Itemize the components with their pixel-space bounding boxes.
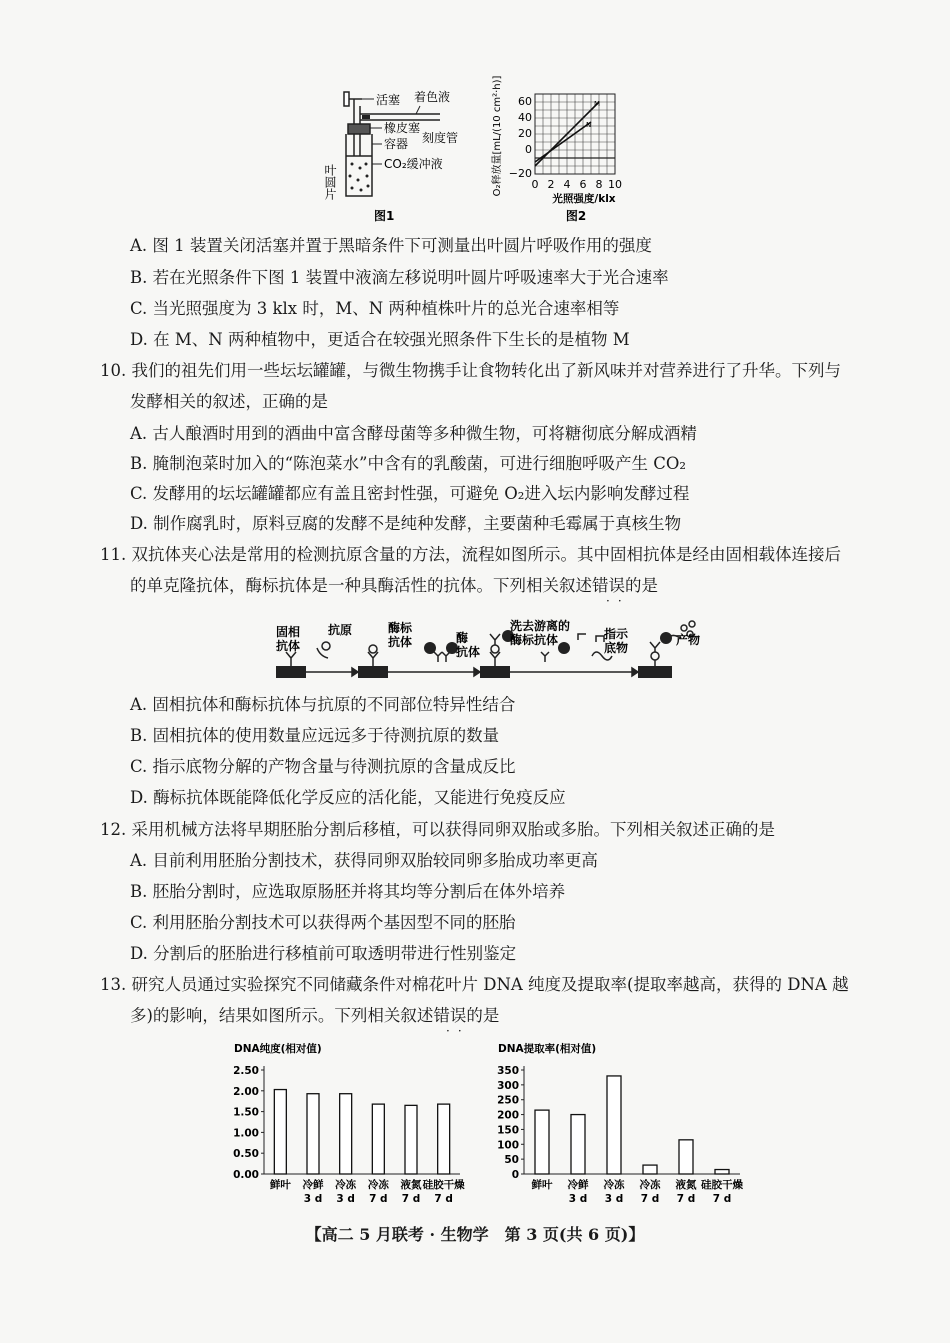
y-tick-label: 250 xyxy=(497,1094,519,1107)
x-tick-label-sub: 7 d xyxy=(434,1193,453,1205)
emphasis-dots: ·· xyxy=(446,1024,470,1038)
label-enzyme-antibody-2: 抗体 xyxy=(388,635,413,649)
q10-stem-line1: 10. 我们的祖先们用一些坛坛罐罐，与微生物携手让食物转化出了新风味并对营养进行了升华。下列与 xyxy=(100,361,841,380)
y-tick-label: 2.50 xyxy=(233,1065,259,1077)
label-antibody-1: 抗体 xyxy=(276,639,301,653)
x-tick-label-sub: 7 d xyxy=(401,1193,421,1205)
y-tick-label: 300 xyxy=(497,1079,519,1092)
label-enzyme-antibody-1: 酶标 xyxy=(388,621,413,635)
q12-option-c: C. 利用胚胎分割技术可以获得两个基因型不同的胚胎 xyxy=(130,913,516,932)
x-tick-label: 鲜叶 xyxy=(269,1179,291,1191)
x-tick-label-sub: 3 d xyxy=(303,1193,323,1205)
x-tick: 4 xyxy=(563,178,571,191)
chart-title: DNA提取率(相对值) xyxy=(498,1043,597,1055)
label-antigen: 抗原 xyxy=(328,623,353,637)
x-tick-label: 冷冻 xyxy=(639,1179,661,1191)
label-solid: 固相 xyxy=(276,625,301,639)
page-footer: 【高二 5 月联考 · 生物学 第 3 页(共 6 页)】 xyxy=(305,1225,645,1244)
x-tick: 10 xyxy=(608,178,622,191)
bar xyxy=(607,1076,621,1174)
x-tick-label: 冷冻 xyxy=(603,1179,625,1191)
y-tick-label: 100 xyxy=(497,1139,519,1152)
x-tick-label: 硅胶干燥 xyxy=(701,1179,743,1191)
x-tick-label: 鲜叶 xyxy=(531,1179,553,1191)
label-wash-2: 酶标抗体 xyxy=(510,633,559,647)
q12-option-b: B. 胚胎分割时，应选取原肠胚并将其均等分割后在体外培养 xyxy=(130,882,566,901)
label-rubber: 橡皮塞 xyxy=(384,121,421,135)
label-enzyme: 酶 xyxy=(456,631,469,645)
y-tick-label: 1.50 xyxy=(233,1106,259,1119)
x-tick: 8 xyxy=(595,178,603,191)
x-tick-label-sub: 7 d xyxy=(712,1193,732,1205)
x-tick-label: 液氮 xyxy=(675,1179,697,1191)
y-tick: 60 xyxy=(518,95,532,108)
y-tick: 40 xyxy=(518,111,532,124)
x-tick-label-sub: 7 d xyxy=(676,1193,696,1205)
x-tick-label: 冷冻 xyxy=(367,1179,389,1191)
q10-option-a: A. 古人酿酒时用到的酒曲中富含酵母菌等多种微生物，可将糖彻底分解成酒精 xyxy=(130,424,697,443)
x-tick-label-sub: 3 d xyxy=(336,1193,355,1205)
q9-option-a: A. 图 1 装置关闭活塞并置于黑暗条件下可测量出叶圆片呼吸作用的强度 xyxy=(130,236,652,255)
x-tick-label-sub: 3 d xyxy=(604,1193,624,1205)
label-dye: 着色液 xyxy=(414,90,451,104)
x-tick-label-sub: 7 d xyxy=(369,1193,388,1205)
y-tick-label: 0.00 xyxy=(233,1169,259,1181)
y-tick-label: 0.50 xyxy=(233,1148,259,1161)
emphasis-dots: ·· xyxy=(606,594,630,608)
label-tube: 刻度管 xyxy=(422,131,459,145)
y-tick-label: 0 xyxy=(511,1169,519,1181)
figure-1-caption: 图1 xyxy=(374,209,395,223)
x-axis-label: 光照强度/klx xyxy=(552,193,616,205)
x-tick-label: 冷鲜 xyxy=(567,1179,589,1191)
label-indicator-1: 指示 xyxy=(604,627,629,641)
label-product: 产物 xyxy=(676,633,701,647)
q11-option-d: D. 酶标抗体既能降低化学反应的活化能，又能进行免疫反应 xyxy=(130,788,566,807)
bar xyxy=(307,1094,319,1174)
q11-stem-line2: 的单克隆抗体，酶标抗体是一种具酶活性的抗体。下列相关叙述错误的是 xyxy=(130,576,658,595)
y-tick-label: 150 xyxy=(497,1124,519,1137)
q12-option-a: A. 目前利用胚胎分割技术，获得同卵双胎较同卵多胎成功率更高 xyxy=(130,851,598,870)
q12-stem: 12. 采用机械方法将早期胚胎分割后移植，可以获得同卵双胎或多胎。下列相关叙述正确的是 xyxy=(100,820,775,839)
x-tick: 0 xyxy=(531,178,539,191)
q11-diagram xyxy=(270,612,710,688)
y-tick: −20 xyxy=(508,167,532,180)
bar xyxy=(372,1104,384,1174)
label-wash-1: 洗去游离的 xyxy=(510,619,571,633)
q11-option-c: C. 指示底物分解的产物含量与待测抗原的含量成反比 xyxy=(130,757,516,776)
q9-option-b: B. 若在光照条件下图 1 装置中液滴左移说明叶圆片呼吸速率大于光合速率 xyxy=(130,268,669,287)
y-tick: 20 xyxy=(518,127,532,140)
bar xyxy=(274,1090,286,1174)
q11-option-a: A. 固相抗体和酶标抗体与抗原的不同部位特异性结合 xyxy=(130,695,516,714)
q13-stem-line2: 多)的影响，结果如图所示。下列相关叙述错误的是 xyxy=(130,1006,500,1025)
x-tick-label: 冷鲜 xyxy=(302,1179,324,1191)
x-tick-label: 液氮 xyxy=(400,1179,422,1191)
chart-title: DNA纯度(相对值) xyxy=(234,1043,322,1055)
q10-option-d: D. 制作腐乳时，原料豆腐的发酵不是纯种发酵，主要菌种毛霉属于真核生物 xyxy=(130,514,682,533)
q12-option-d: D. 分割后的胚胎进行移植前可取透明带进行性别鉴定 xyxy=(130,944,517,963)
q10-stem-line2: 发酵相关的叙述，正确的是 xyxy=(130,392,328,411)
y-tick-label: 2.00 xyxy=(233,1085,259,1098)
x-tick-label-sub: 3 d xyxy=(568,1193,588,1205)
series-n-label: N xyxy=(586,121,592,129)
q9-option-c: C. 当光照强度为 3 klx 时，M、N 两种植株叶片的总光合速率相等 xyxy=(130,299,620,318)
y-tick-label: 50 xyxy=(504,1154,519,1167)
y-axis-label: O₂释放量[mL/(10 cm²·h)] xyxy=(492,75,503,197)
y-tick-label: 1.00 xyxy=(233,1127,259,1140)
x-tick-label: 硅胶干燥 xyxy=(422,1179,465,1191)
bar xyxy=(340,1094,352,1174)
series-m-label: M xyxy=(594,100,601,108)
q10-option-b: B. 腌制泡菜时加入的“陈泡菜水”中含有的乳酸菌，可进行细胞呼吸产生 CO₂ xyxy=(130,454,686,473)
label-buffer: CO₂缓冲液 xyxy=(384,157,443,171)
bar xyxy=(679,1140,693,1174)
q9-option-d: D. 在 M、N 两种植物中，更适合在较强光照条件下生长的是植物 M xyxy=(130,330,630,349)
bar xyxy=(571,1115,585,1174)
label-stopper: 活塞 xyxy=(376,93,401,107)
figure-2-caption: 图2 xyxy=(565,209,587,223)
q13-stem-line1: 13. 研究人员通过实验探究不同储藏条件对棉花叶片 DNA 纯度及提取率(提取率越高，获得的 DNA 越 xyxy=(100,975,849,994)
x-tick: 2 xyxy=(547,178,555,191)
x-tick-label-sub: 7 d xyxy=(640,1193,660,1205)
bar xyxy=(405,1105,417,1174)
chart-dna-purity xyxy=(220,1036,470,1206)
label-container: 容器 xyxy=(384,137,409,151)
bar xyxy=(535,1110,549,1174)
figure-2-chart xyxy=(488,75,648,224)
y-tick-label: 200 xyxy=(497,1109,519,1122)
bar xyxy=(438,1104,450,1174)
q10-option-c: C. 发酵用的坛坛罐罐都应有盖且密封性强，可避免 O₂进入坛内影响发酵过程 xyxy=(130,484,690,503)
bar xyxy=(643,1165,657,1174)
x-tick-label: 冷冻 xyxy=(335,1179,357,1191)
label-leaf: 叶圆片 xyxy=(323,164,337,200)
q11-stem-line1: 11. 双抗体夹心法是常用的检测抗原含量的方法，流程如图所示。其中固相抗体是经由固相载体连接后 xyxy=(100,545,841,564)
y-tick-label: 350 xyxy=(497,1065,519,1077)
chart-dna-yield xyxy=(486,1036,746,1206)
q11-option-b: B. 固相抗体的使用数量应远远多于待测抗原的数量 xyxy=(130,726,500,745)
x-tick: 6 xyxy=(579,178,587,191)
label-antibody-2: 抗体 xyxy=(456,645,481,659)
label-indicator-2: 底物 xyxy=(604,641,629,655)
bar xyxy=(715,1170,729,1174)
figure-1-apparatus xyxy=(323,84,480,224)
y-tick: 0 xyxy=(525,143,532,156)
